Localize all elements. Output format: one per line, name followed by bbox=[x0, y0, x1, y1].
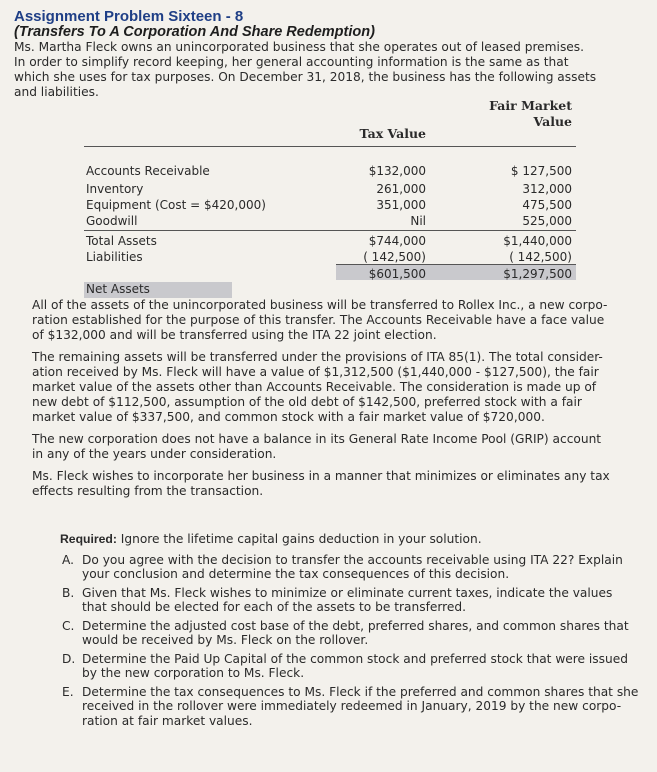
fair-market-value-cell: 475,500 bbox=[522, 198, 572, 212]
row-label: Liabilities bbox=[86, 250, 143, 264]
question-line: that should be elected for each of the assets to be transferred. bbox=[82, 600, 467, 614]
paragraph-line: The remaining assets will be transferred under the provisions of ITA 85(1). The total consider- bbox=[32, 350, 603, 364]
table-row bbox=[84, 214, 576, 230]
question-letter: C. bbox=[62, 618, 75, 633]
paragraph-line: ration established for the purpose of this transfer. The Accounts Receivable have a face value bbox=[32, 313, 605, 327]
row-label: Equipment (Cost = $420,000) bbox=[86, 198, 266, 212]
paragraph-line: ation received by Ms. Fleck will have a value of $1,312,500 ($1,440,000 - $127,500), the fair bbox=[32, 365, 599, 379]
problem-body bbox=[32, 298, 652, 506]
intro-line: and liabilities. bbox=[14, 85, 99, 99]
column-header-line: Value bbox=[533, 114, 572, 129]
table-row bbox=[84, 198, 576, 214]
paragraph-line: of $132,000 and will be transferred using the ITA 22 joint election. bbox=[32, 328, 437, 342]
table-row bbox=[84, 234, 576, 250]
problem-title: Assignment Problem Sixteen - 8 bbox=[14, 8, 244, 25]
fair-market-value-cell: 525,000 bbox=[522, 214, 572, 228]
row-label: Accounts Receivable bbox=[86, 164, 210, 178]
required-lead bbox=[60, 532, 640, 547]
required-text: Ignore the lifetime capital gains deduction in your solution. bbox=[120, 532, 482, 546]
question-letter: E. bbox=[62, 684, 74, 699]
table-top-rule bbox=[84, 146, 576, 147]
table-row bbox=[84, 250, 576, 266]
intro-line: which she uses for tax purposes. On December 31, 2018, the business has the following assets bbox=[14, 70, 597, 84]
subtotal-rule bbox=[84, 230, 576, 231]
intro-paragraph bbox=[14, 40, 646, 100]
tax-value-cell: $744,000 bbox=[368, 234, 426, 248]
required-label: Required: bbox=[60, 532, 117, 546]
question-e bbox=[60, 685, 640, 729]
paragraph bbox=[32, 469, 652, 499]
fair-market-value-cell: ( 142,500) bbox=[509, 250, 572, 264]
tax-value-cell: 261,000 bbox=[376, 182, 426, 196]
question-letter: B. bbox=[62, 585, 75, 600]
question-line: received in the rollover were immediately redeemed in January, 2019 by the new corpo- bbox=[82, 699, 622, 713]
question-b bbox=[60, 586, 640, 615]
column-header-tax-value: Tax Value bbox=[359, 126, 426, 141]
required-section bbox=[60, 532, 640, 732]
table-row bbox=[84, 267, 576, 296]
paragraph bbox=[32, 432, 652, 462]
question-c bbox=[60, 619, 640, 648]
paragraph-line: All of the assets of the unincorporated business will be transferred to Rollex Inc., a new corpo- bbox=[32, 298, 608, 312]
tax-value-cell: $132,000 bbox=[368, 164, 426, 178]
asset-table bbox=[84, 146, 576, 298]
question-line: Given that Ms. Fleck wishes to minimize or eliminate current taxes, indicate the values bbox=[82, 585, 613, 600]
column-header-line: Fair Market bbox=[489, 98, 572, 113]
question-line: ration at fair market values. bbox=[82, 713, 253, 728]
question-line: would be received by Ms. Fleck on the rollover. bbox=[82, 633, 369, 647]
fair-market-value-cell: $1,297,500 bbox=[503, 267, 572, 281]
column-header-fair-market-value bbox=[472, 98, 572, 130]
table-row bbox=[84, 164, 576, 180]
question-letter: D. bbox=[62, 651, 76, 666]
paragraph-line: market value of the assets other than Accounts Receivable. The consideration is made up of bbox=[32, 380, 597, 394]
tax-value-cell: ( 142,500) bbox=[363, 250, 426, 264]
intro-line: Ms. Martha Fleck owns an unincorporated business that she operates out of leased premises. bbox=[14, 40, 585, 54]
problem-subtitle: (Transfers To A Corporation And Share Redemption) bbox=[14, 24, 375, 40]
question-line: Determine the tax consequences to Ms. Fleck if the preferred and common shares that she bbox=[82, 684, 639, 699]
question-a bbox=[60, 553, 640, 582]
paragraph-line: new debt of $112,500, assumption of the old debt of $142,500, preferred stock with a fair bbox=[32, 395, 582, 409]
fair-market-value-cell: $1,440,000 bbox=[503, 234, 572, 248]
paragraph-line: The new corporation does not have a balance in its General Rate Income Pool (GRIP) account bbox=[32, 432, 602, 446]
tax-value-cell: 351,000 bbox=[376, 198, 426, 212]
fair-market-value-cell: 312,000 bbox=[522, 182, 572, 196]
paragraph-line: effects resulting from the transaction. bbox=[32, 484, 264, 498]
paragraph bbox=[32, 298, 652, 343]
question-line: your conclusion and determine the tax consequences of this decision. bbox=[82, 567, 510, 581]
row-label: Inventory bbox=[86, 182, 144, 196]
paragraph-line: market value of $337,500, and common stock with a fair market value of $720,000. bbox=[32, 410, 545, 424]
question-line: Determine the Paid Up Capital of the common stock and preferred stock that were issued bbox=[82, 651, 628, 666]
paragraph-line: in any of the years under consideration. bbox=[32, 447, 277, 461]
paragraph-line: Ms. Fleck wishes to incorporate her business in a manner that minimizes or eliminates any tax bbox=[32, 469, 610, 483]
question-d bbox=[60, 652, 640, 681]
table-row bbox=[84, 182, 576, 198]
question-letter: A. bbox=[62, 552, 74, 567]
row-label: Total Assets bbox=[86, 234, 157, 248]
row-label: Net Assets bbox=[86, 282, 150, 296]
row-label: Goodwill bbox=[86, 214, 138, 228]
paragraph bbox=[32, 350, 652, 425]
question-line: Do you agree with the decision to transfer the accounts receivable using ITA 22? Explain bbox=[82, 552, 623, 567]
tax-value-cell: Nil bbox=[410, 214, 426, 228]
intro-line: In order to simplify record keeping, her general accounting information is the same as that bbox=[14, 55, 569, 69]
tax-value-cell: $601,500 bbox=[368, 267, 426, 281]
question-line: by the new corporation to Ms. Fleck. bbox=[82, 666, 305, 680]
fair-market-value-cell: $ 127,500 bbox=[510, 164, 572, 178]
question-line: Determine the adjusted cost base of the debt, preferred shares, and common shares that bbox=[82, 618, 629, 633]
